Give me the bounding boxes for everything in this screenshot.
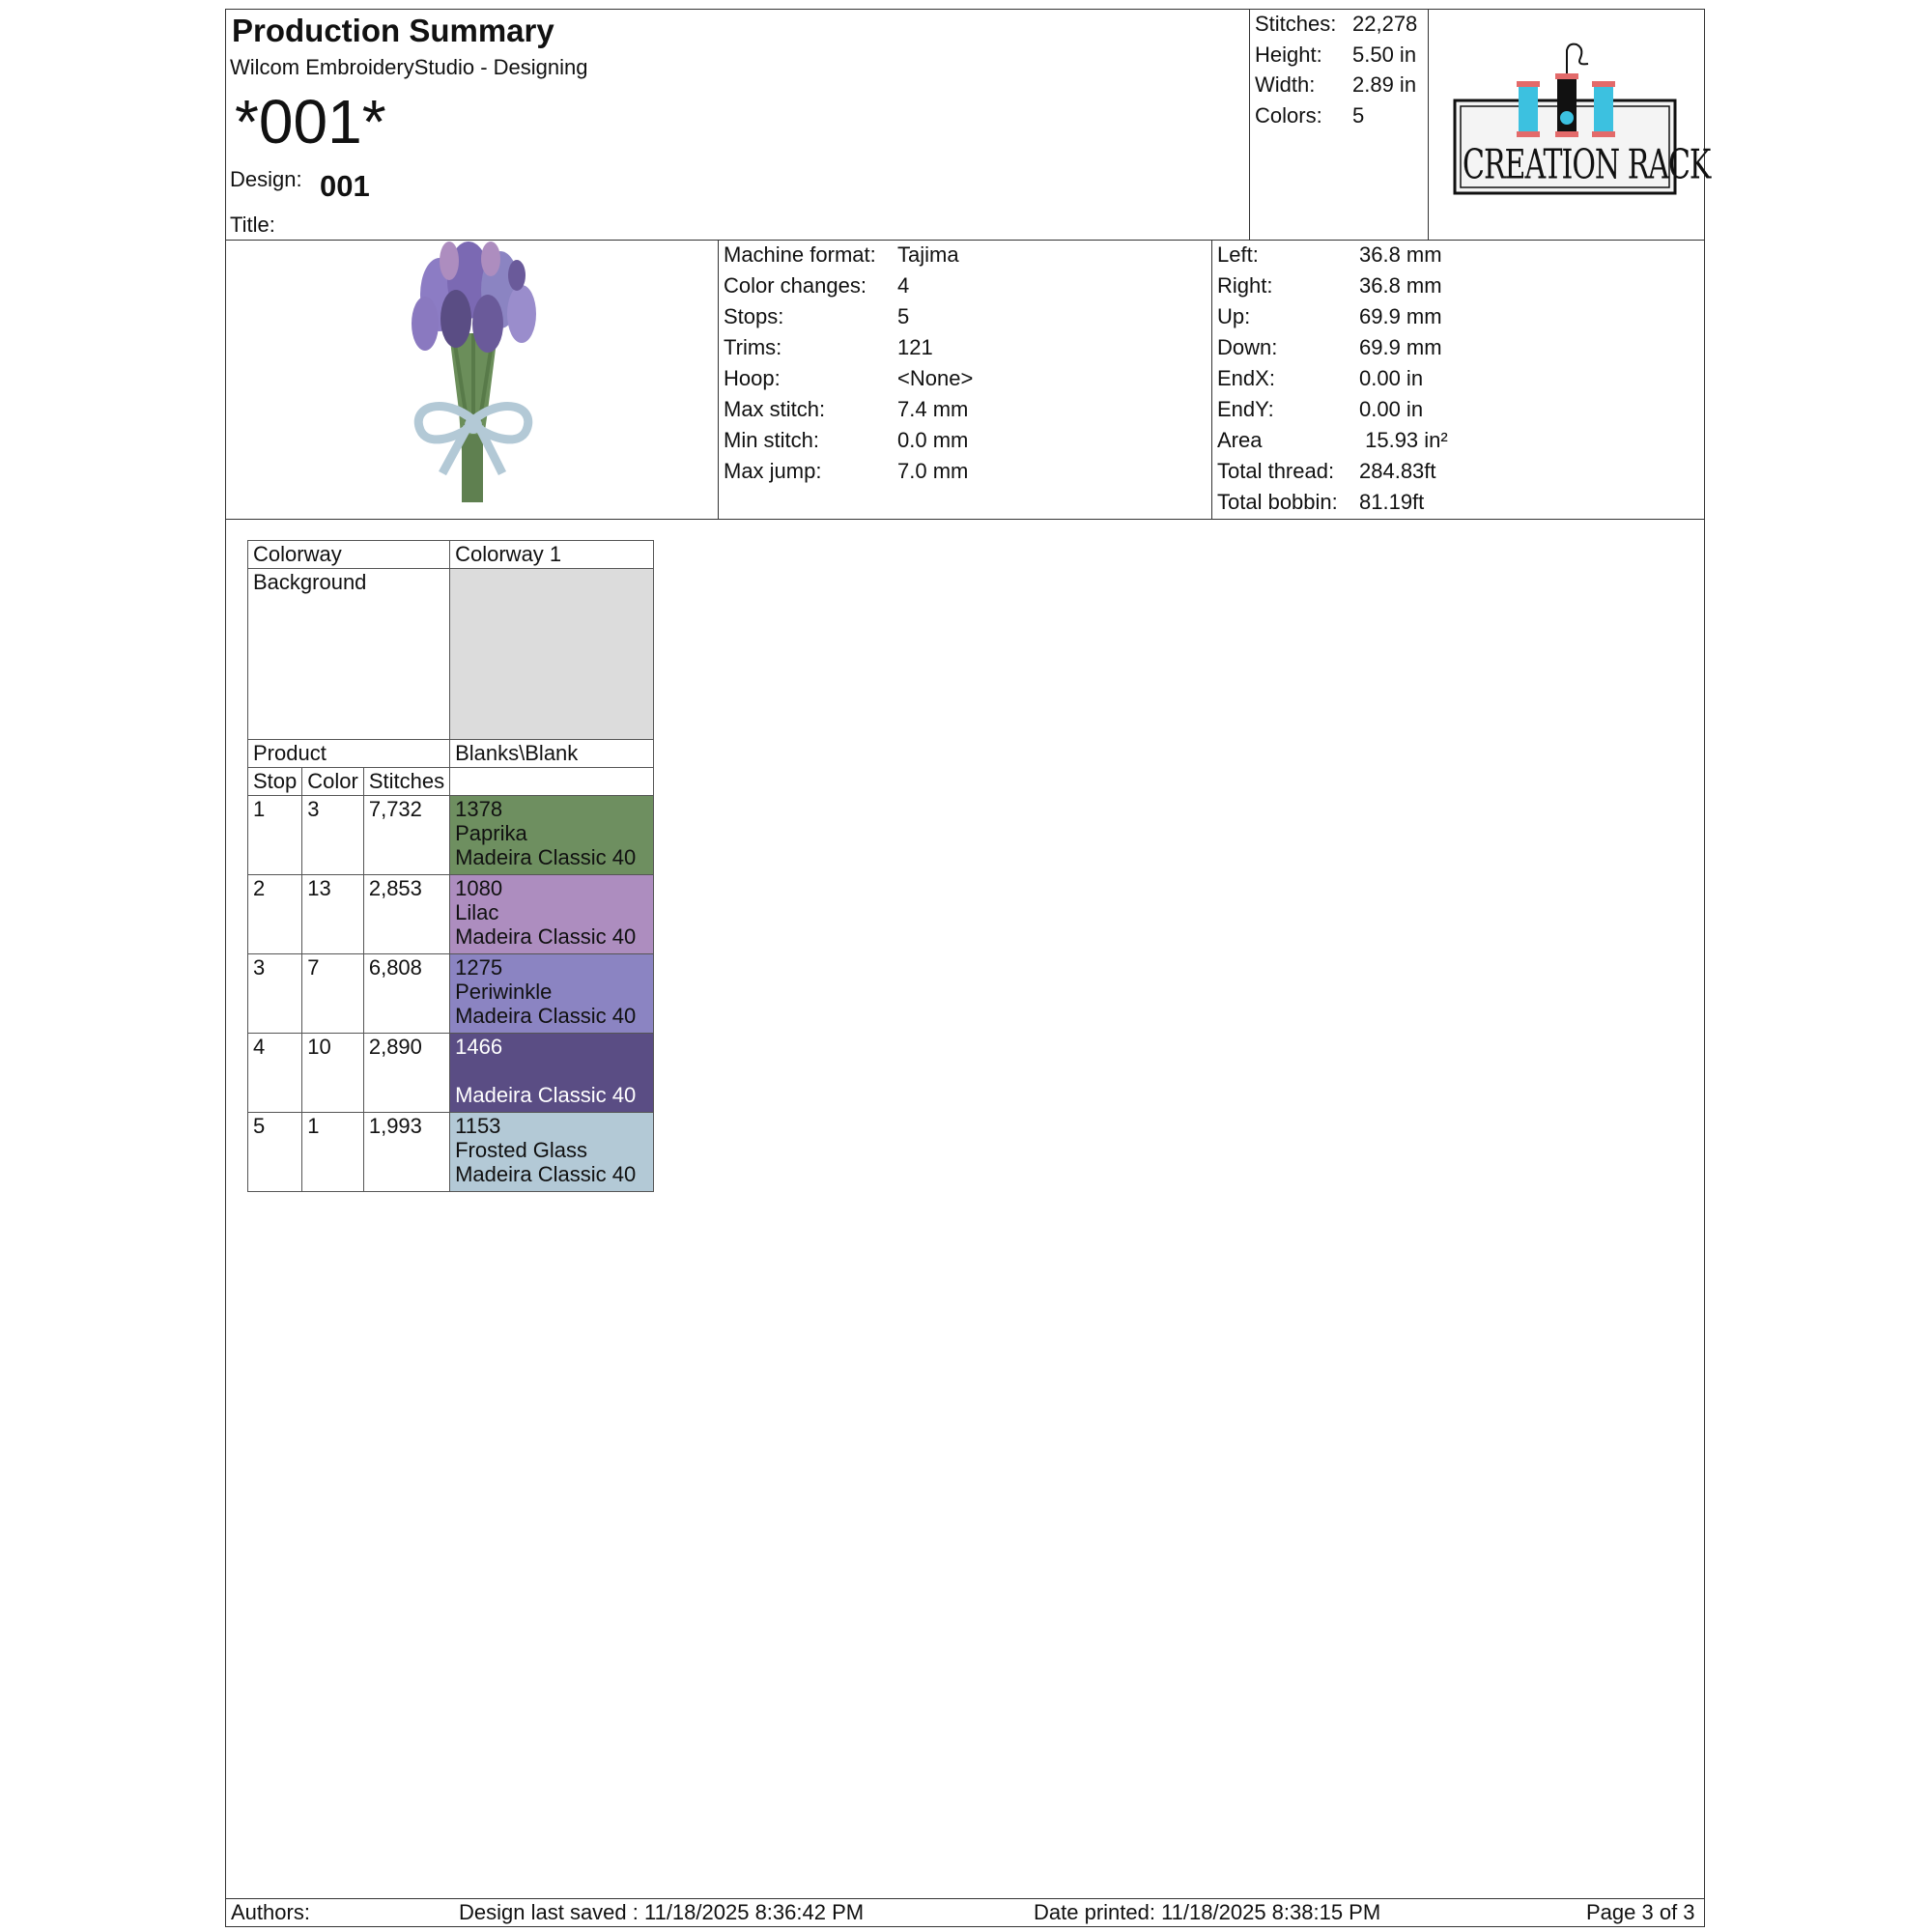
stitches-cell: 2,853 — [363, 875, 449, 954]
extent-label: EndX: — [1217, 366, 1275, 390]
stop-cell: 2 — [248, 875, 302, 954]
product-label: Product — [248, 740, 450, 768]
thread-swatch — [450, 1034, 654, 1113]
extent-label: Left: — [1217, 242, 1259, 267]
thread-brand: Madeira Classic 40 — [455, 1162, 637, 1186]
table-row — [248, 796, 654, 875]
machine-value: 121 — [897, 335, 933, 359]
extent-label: Up: — [1217, 304, 1251, 328]
color-cell: 10 — [302, 1034, 364, 1113]
footer-last-saved: Design last saved : 11/18/2025 8:36:42 PM — [459, 1900, 865, 1924]
extents-divider — [1211, 240, 1212, 520]
footer-authors: Authors: — [231, 1900, 310, 1924]
colorway-row — [248, 541, 654, 569]
preview-divider — [718, 240, 719, 520]
thread-swatch — [450, 954, 654, 1034]
extent-value: 36.8 mm — [1359, 273, 1442, 298]
page-title: Production Summary — [232, 13, 554, 48]
thread-code: 1275 — [455, 955, 503, 980]
thread-name: Paprika — [455, 821, 527, 845]
stop-cell: 5 — [248, 1113, 302, 1192]
extent-value: 0.00 in — [1359, 366, 1424, 390]
info-divider — [225, 519, 1705, 520]
color-cell: 3 — [302, 796, 364, 875]
stop-cell: 3 — [248, 954, 302, 1034]
extent-value: 284.83ft — [1359, 459, 1436, 483]
machine-label: Hoop: — [724, 366, 781, 390]
column-header-stop: Stop — [248, 768, 302, 796]
color-cell: 7 — [302, 954, 364, 1034]
footer-date-printed: Date printed: 11/18/2025 8:38:15 PM — [1034, 1900, 1381, 1924]
stitches-label: Stitches: — [1255, 12, 1337, 36]
column-header-color: Color — [302, 768, 364, 796]
width-value: 2.89 in — [1352, 72, 1417, 97]
machine-label: Min stitch: — [724, 428, 820, 452]
color-cell: 13 — [302, 875, 364, 954]
machine-label: Max stitch: — [724, 397, 826, 421]
machine-value: 4 — [897, 273, 910, 298]
stitches-cell: 7,732 — [363, 796, 449, 875]
thread-brand: Madeira Classic 40 — [455, 1083, 637, 1107]
stitches-cell: 2,890 — [363, 1034, 449, 1113]
column-header-row — [248, 768, 654, 796]
extent-value: 81.19ft — [1359, 490, 1425, 514]
design-value: 001 — [320, 169, 370, 203]
stitches-cell: 6,808 — [363, 954, 449, 1034]
product-row — [248, 740, 654, 768]
column-header-stitches: Stitches — [363, 768, 449, 796]
summary-divider-left — [1249, 9, 1250, 241]
design-preview — [396, 242, 555, 518]
extent-value: 15.93 in² — [1359, 428, 1448, 452]
colorway-value: Colorway 1 — [450, 541, 654, 569]
table-row — [248, 875, 654, 954]
design-label: Design: — [230, 167, 302, 191]
machine-label: Stops: — [724, 304, 784, 328]
extent-value: 0.00 in — [1359, 397, 1424, 421]
extent-label: Total bobbin: — [1217, 490, 1338, 514]
thread-name: Periwinkle — [455, 980, 553, 1004]
thread-swatch — [450, 1113, 654, 1192]
stitches-cell: 1,993 — [363, 1113, 449, 1192]
height-value: 5.50 in — [1352, 43, 1417, 67]
creation-rack-logo — [1449, 39, 1711, 203]
column-header-thread — [450, 768, 654, 796]
thread-code: 1153 — [455, 1114, 501, 1138]
lavender-bouquet-icon — [396, 242, 555, 518]
logo-text: CREATION RACK — [1463, 141, 1711, 189]
colorway-label: Colorway — [248, 541, 450, 569]
width-label: Width: — [1255, 72, 1316, 97]
product-value: Blanks\Blank — [450, 740, 654, 768]
colors-label: Colors: — [1255, 103, 1322, 128]
extent-label: Total thread: — [1217, 459, 1335, 483]
background-row — [248, 569, 654, 740]
stop-cell: 4 — [248, 1034, 302, 1113]
table-row — [248, 1113, 654, 1192]
design-code: *001* — [235, 87, 386, 156]
thread-code: 1378 — [455, 797, 503, 821]
machine-value: 0.0 mm — [897, 428, 969, 452]
machine-value: Tajima — [897, 242, 959, 267]
header-divider — [225, 240, 1705, 241]
extent-value: 69.9 mm — [1359, 304, 1442, 328]
summary-divider-right — [1428, 9, 1429, 241]
colors-value: 5 — [1352, 103, 1365, 128]
extent-label: Area — [1217, 428, 1263, 452]
thread-swatch — [450, 796, 654, 875]
thread-brand: Madeira Classic 40 — [455, 1004, 637, 1028]
background-swatch — [450, 569, 654, 740]
thread-name — [455, 1059, 648, 1083]
thread-brand: Madeira Classic 40 — [455, 845, 637, 869]
stop-cell: 1 — [248, 796, 302, 875]
extent-value: 69.9 mm — [1359, 335, 1442, 359]
extent-label: Down: — [1217, 335, 1278, 359]
height-label: Height: — [1255, 43, 1322, 67]
thread-brand: Madeira Classic 40 — [455, 924, 637, 949]
thread-code: 1466 — [455, 1035, 503, 1059]
footer-page-number: Page 3 of 3 — [1586, 1900, 1695, 1924]
colorway-table — [247, 540, 654, 1192]
title-label: Title: — [230, 213, 275, 237]
stitches-value: 22,278 — [1352, 12, 1418, 36]
app-subtitle: Wilcom EmbroideryStudio - Designing — [230, 55, 588, 79]
thread-swatch — [450, 875, 654, 954]
machine-value: 7.0 mm — [897, 459, 969, 483]
machine-value: <None> — [897, 366, 974, 390]
table-row — [248, 1034, 654, 1113]
background-label: Background — [248, 569, 450, 740]
thread-name: Frosted Glass — [455, 1138, 588, 1162]
color-cell: 1 — [302, 1113, 364, 1192]
machine-value: 5 — [897, 304, 910, 328]
machine-label: Machine format: — [724, 242, 876, 267]
machine-value: 7.4 mm — [897, 397, 969, 421]
machine-label: Trims: — [724, 335, 782, 359]
thread-name: Lilac — [455, 900, 499, 924]
footer-divider — [225, 1898, 1705, 1899]
table-row — [248, 954, 654, 1034]
machine-label: Max jump: — [724, 459, 822, 483]
extent-label: Right: — [1217, 273, 1273, 298]
machine-label: Color changes: — [724, 273, 867, 298]
extent-label: EndY: — [1217, 397, 1274, 421]
thread-code: 1080 — [455, 876, 503, 900]
extent-value: 36.8 mm — [1359, 242, 1442, 267]
